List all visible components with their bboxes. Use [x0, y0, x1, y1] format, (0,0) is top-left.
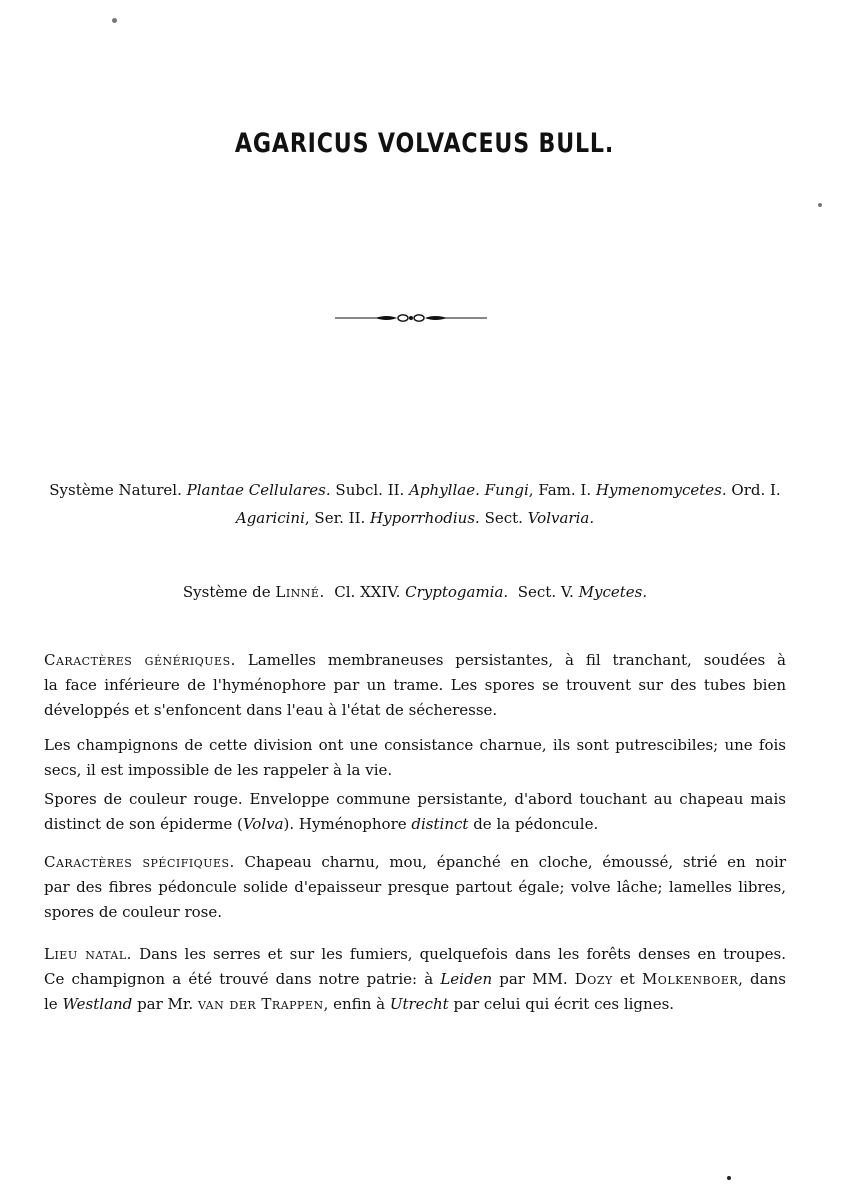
- text-line: spores de couleur rose.: [44, 903, 223, 921]
- subclass-label: Subcl. II.: [335, 481, 405, 499]
- plantae-cellulares: Plantae Cellulares.: [186, 481, 331, 499]
- utrecht: Utrecht: [389, 995, 449, 1013]
- page-title: AGARICUS VOLVACEUS BULL.: [234, 128, 615, 159]
- lieu-natal-heading: Lieu natal.: [44, 945, 132, 963]
- hymenomycetes: Hymenomycetes.: [595, 481, 727, 499]
- text-line: [44, 812, 786, 837]
- van-der-trappen: van der Trappen: [197, 995, 324, 1013]
- text-fragment: de la pédoncule.: [473, 815, 599, 833]
- text-line: Lamelles membraneuses persistantes, à fil tranchant, soudées à: [247, 651, 786, 669]
- systeme-linne: [44, 580, 786, 605]
- class-label: Cl. XXIV.: [334, 583, 401, 601]
- text-fragment: et: [619, 970, 635, 988]
- text-line: par des fibres pédoncule solide d'epaisseur presque partout égale; volve lâche; lamelles libres,: [44, 878, 786, 896]
- distinct: distinct: [411, 815, 469, 833]
- caracteres-generiques-heading: Caractères génériques.: [44, 651, 236, 669]
- text-line: [44, 992, 786, 1017]
- text-fragment: distinct de son épiderme (: [44, 815, 243, 833]
- dozy: Dozy: [574, 970, 613, 988]
- text-line: Chapeau charnu, mou, épanché en cloche, émoussé, strié en noir: [244, 853, 786, 871]
- division-paragraph: [44, 733, 786, 783]
- hyporrhodius: Hyporrhodius.: [370, 509, 480, 527]
- paper-speck: [818, 203, 822, 207]
- aphyllae: Aphyllae.: [409, 481, 480, 499]
- caracteres-specifiques-heading: Caractères spécifiques.: [44, 853, 235, 871]
- volva: Volva: [242, 815, 284, 833]
- text-line: la face inférieure de l'hyménophore par un trame. Les spores se trouvent sur des tubes bien: [44, 676, 786, 694]
- family-label: , Fam. I.: [528, 481, 592, 499]
- text-fragment: Ce champignon a été trouvé dans notre patrie: à: [44, 970, 434, 988]
- volvaria: Volvaria.: [527, 509, 595, 527]
- text-line: Dans les serres et sur les fumiers, quelquefois dans les forêts denses en troupes.: [139, 945, 786, 963]
- systeme-linne-label: Système de: [182, 583, 271, 601]
- order-label: Ord. I.: [731, 481, 781, 499]
- cryptogamia: Cryptogamia.: [405, 583, 509, 601]
- paper-speck: [112, 18, 117, 23]
- text-fragment: par celui qui écrit ces lignes.: [453, 995, 675, 1013]
- systeme-naturel-label: Système Naturel.: [49, 481, 182, 499]
- text-line: développés et s'enfoncent dans l'eau à l'état de sécheresse.: [44, 701, 498, 719]
- molkenboer: Molkenboer: [641, 970, 739, 988]
- series-label: , Ser. II.: [304, 509, 366, 527]
- text-fragment: le: [44, 995, 58, 1013]
- caracteres-specifiques-paragraph: [44, 850, 786, 925]
- fungi: Fungi: [484, 481, 529, 499]
- caracteres-generiques-paragraph: [44, 648, 786, 723]
- westland: Westland: [62, 995, 133, 1013]
- text-fragment: , dans: [738, 970, 786, 988]
- text-line: Les champignons de cette division ont une consistance charnue, ils sont putrescibiles; une fois: [44, 736, 786, 754]
- systeme-naturel: [44, 476, 786, 532]
- spores-paragraph: [44, 787, 786, 837]
- linne-name: Linné.: [275, 583, 325, 601]
- text-fragment: , enfin à: [323, 995, 386, 1013]
- text-fragment: ). Hyménophore: [283, 815, 407, 833]
- text-fragment: par Mr.: [137, 995, 194, 1013]
- section-label: Sect. V.: [517, 583, 574, 601]
- text-line: [44, 967, 786, 992]
- mycetes: Mycetes.: [578, 583, 648, 601]
- ornament-divider: [335, 311, 487, 325]
- agaricini: Agaricini: [235, 509, 305, 527]
- leiden: Leiden: [440, 970, 493, 988]
- text-line: Spores de couleur rouge. Enveloppe commune persistante, d'abord touchant au chapeau mais: [44, 790, 786, 808]
- paper-speck: [727, 1176, 731, 1180]
- section-label: Sect.: [484, 509, 523, 527]
- text-line: secs, il est impossible de les rappeler à la vie.: [44, 761, 393, 779]
- text-fragment: par MM.: [499, 970, 568, 988]
- lieu-natal-paragraph: [44, 942, 786, 1017]
